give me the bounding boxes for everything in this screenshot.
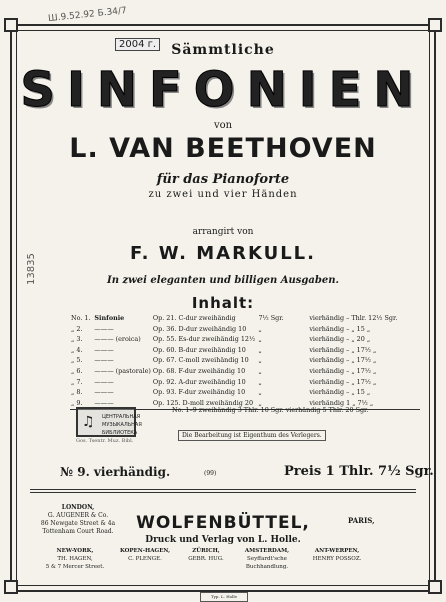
- divider: [30, 492, 416, 493]
- agent-line: 86 Newgate Street & 4a: [40, 520, 116, 527]
- contents-cell-price4: vierhändig – „ 17½ „: [309, 377, 377, 386]
- year-stamp: 2004 г.: [115, 38, 160, 51]
- contents-cell-price2: „: [258, 345, 262, 354]
- contents-cell-title: ———: [94, 398, 114, 407]
- contents-row: [70, 387, 426, 398]
- contents-cell-price4: vierhändig – „ 15 „: [309, 324, 371, 333]
- editions-line: In zwei eleganten und billigen Ausgaben.: [107, 275, 339, 286]
- contents-row: [70, 355, 426, 366]
- rep-line: GEBR. HUG.: [188, 556, 224, 562]
- contents-total: No. 1–9 zweihändig 3 Thlr. 10 Sgr. vierhändig 5 Thlr. 20 Sgr.: [172, 406, 369, 414]
- rep-line: C. PLENGE.: [128, 556, 162, 562]
- contents-cell-opus: Op. 92. A-dur zweihändig 10: [152, 377, 246, 386]
- contents-cell-title: ———: [94, 377, 114, 386]
- plate-code: (99): [204, 470, 217, 477]
- contents-cell-title: ———: [94, 388, 114, 397]
- lyre-icon: ♫: [82, 414, 95, 430]
- contents-row: [70, 345, 426, 356]
- printer-stamp: Typ. L. Holle: [200, 592, 248, 602]
- contents-cell-no: „ 5.: [71, 356, 83, 365]
- contents-cell-price4: vierhändig – Thlr. 12½ Sgr.: [309, 314, 398, 322]
- contents-cell-opus: Op. 68. F-dur zweihändig 10: [152, 366, 246, 375]
- rep-line: TH. HAGEN,: [57, 556, 93, 562]
- contents-cell-title: ——— (eroica): [94, 335, 141, 344]
- arranged-by: arrangirt von: [192, 227, 254, 237]
- side-inventory-number: 13835: [26, 253, 37, 285]
- corner-ornament: [428, 580, 442, 594]
- rights-notice: Die Bearbeitung ist Eigenthum des Verlegers.: [178, 430, 326, 441]
- rep-line: HENRY POSSOZ.: [312, 556, 362, 562]
- contents-cell-no: „ 3.: [71, 335, 83, 344]
- hands-line: zu zwei und vier Händen: [148, 189, 298, 200]
- contents-cell-price4: vierhändig – „ 15 „: [309, 388, 371, 397]
- rep-line: Seyffardt'sche: [247, 556, 287, 562]
- edition-label: № 9. vierhändig.: [60, 465, 171, 479]
- contents-cell-no: „ 8.: [71, 388, 83, 397]
- publisher-imprint: Druck und Verlag von L. Holle.: [145, 535, 301, 545]
- title-von: von: [213, 120, 233, 131]
- rep-line: NEW-YORK,: [56, 548, 94, 554]
- contents-cell-no: „ 6.: [71, 366, 83, 375]
- corner-ornament: [428, 18, 442, 32]
- representative: [36, 547, 114, 571]
- contents-cell-no: „ 7.: [71, 377, 83, 386]
- contents-cell-price2: „: [258, 356, 262, 365]
- paris-agent: PARIS,: [348, 516, 375, 525]
- representative: [300, 547, 374, 563]
- contents-heading: Inhalt:: [191, 294, 255, 312]
- corner-ornament: [4, 18, 18, 32]
- contents-cell-opus: Op. 55. Es-dur zweihändig 12½: [152, 335, 256, 344]
- contents-cell-opus: Op. 125. D-moll zweihändig 20: [152, 398, 254, 407]
- rep-line: KOPEN-HAGEN,: [119, 548, 170, 554]
- contents-cell-no: „ 9.: [71, 398, 83, 407]
- divider: [30, 489, 416, 490]
- contents-row: [70, 324, 426, 335]
- contents-cell-title: ———: [94, 356, 114, 365]
- agent-line: G. AUGENER & Co.: [47, 512, 109, 519]
- contents-row: [70, 366, 426, 377]
- contents-cell-price4: vierhändig – „ 20 „: [309, 335, 371, 344]
- contents-row: [70, 313, 426, 324]
- contents-cell-opus: Op. 60. B-dur zweihändig 10: [152, 345, 246, 354]
- contents-cell-price4: vierhändig 1 „ 7½ „: [309, 398, 374, 407]
- agent-line: Tottenham Court Road.: [42, 528, 114, 535]
- contents-cell-price2: „: [258, 324, 262, 333]
- instrument-line: für das Pianoforte: [156, 172, 290, 187]
- contents-table: [70, 313, 426, 408]
- contents-cell-opus: Op. 36. D-dur zweihändig 10: [152, 324, 247, 333]
- stamp-line: МУЗЫКАЛЬНАЯ: [102, 422, 142, 428]
- contents-row: [70, 334, 426, 345]
- composer-name: L. VAN BEETHOVEN: [69, 133, 377, 164]
- rep-line: ANT-WERPEN,: [314, 548, 360, 554]
- title-line-1: Sämmtliche: [171, 42, 275, 58]
- contents-cell-price2: „: [258, 335, 262, 344]
- stamp-line: БИБЛИОТЕКА: [102, 430, 138, 436]
- stamp-line: ЦЕНТРАЛЬНАЯ: [102, 414, 141, 420]
- contents-cell-no: „ 2.: [71, 324, 83, 333]
- contents-cell-price2: „: [258, 398, 262, 407]
- contents-cell-title: ———: [94, 345, 114, 354]
- contents-cell-price4: vierhändig – „ 17½ „: [309, 356, 377, 365]
- contents-cell-price2: „: [258, 388, 262, 397]
- representative: [112, 547, 178, 563]
- contents-row: [70, 377, 426, 388]
- price-label: Preis 1 Thlr. 7½ Sgr.: [284, 464, 434, 479]
- contents-cell-price4: vierhändig – „ 17½ „: [309, 345, 377, 354]
- corner-ornament: [4, 580, 18, 594]
- contents-cell-price2: „: [258, 366, 262, 375]
- contents-cell-price2: „: [258, 377, 262, 386]
- rep-line: Buchhandlung.: [245, 564, 289, 570]
- rep-line: AMSTERDAM,: [244, 548, 290, 554]
- contents-cell-price4: vierhändig – „ 17½ „: [309, 366, 377, 375]
- title-sinfonien: SINFONIEN: [20, 62, 426, 118]
- arranger-name: F. W. MARKULL.: [130, 243, 316, 264]
- contents-cell-price2: 7½ Sgr.: [258, 314, 284, 322]
- shelf-mark: Ш.9.52.92 Б.34/7: [47, 5, 128, 25]
- publisher-city: WOLFENBÜTTEL,: [136, 513, 310, 533]
- rep-line: ZÜRICH,: [192, 548, 220, 554]
- contents-cell-title: Sinfonie: [94, 314, 125, 322]
- contents-cell-opus: Op. 93. F-dur zweihändig 10: [152, 388, 246, 397]
- agent-line: LONDON,: [61, 504, 95, 511]
- contents-cell-opus: Op. 21. C-dur zweihändig: [152, 314, 236, 322]
- rep-line: 5 & 7 Mercer Street.: [45, 564, 105, 570]
- library-stamp: [76, 407, 142, 437]
- contents-cell-no: „ 4.: [71, 345, 83, 354]
- representative: [232, 547, 302, 571]
- contents-cell-title: ——— (pastorale): [94, 366, 151, 375]
- contents-cell-opus: Op. 67. C-moll zweihändig 10: [152, 356, 249, 365]
- stamp-subtext: Gos. Tsentr. Muz. Bibl.: [76, 438, 134, 444]
- contents-cell-title: ———: [94, 324, 114, 333]
- representative: [178, 547, 234, 563]
- contents-cell-no: No. 1.: [71, 314, 91, 322]
